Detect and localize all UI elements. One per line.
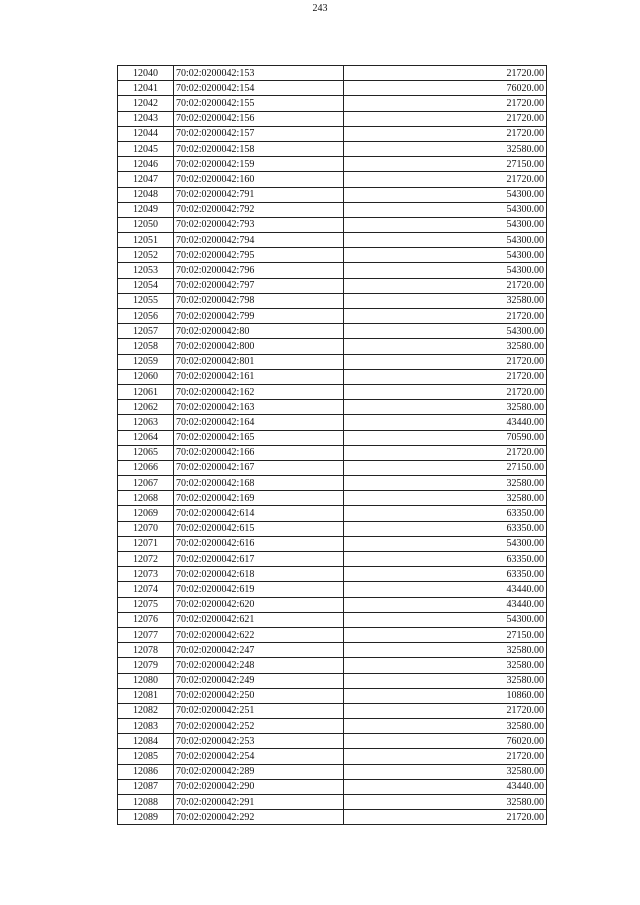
cadastral-number: 70:02:0200042:251 xyxy=(174,703,344,718)
cadastral-value: 21720.00 xyxy=(344,369,547,384)
table-row xyxy=(118,795,547,810)
table-body xyxy=(118,66,547,825)
table-row xyxy=(118,749,547,764)
table-row xyxy=(118,810,547,825)
row-index: 12052 xyxy=(118,248,174,263)
cadastral-value: 21720.00 xyxy=(344,96,547,111)
table-row xyxy=(118,157,547,172)
row-index: 12087 xyxy=(118,779,174,794)
cadastral-number: 70:02:0200042:254 xyxy=(174,749,344,764)
cadastral-number: 70:02:0200042:291 xyxy=(174,795,344,810)
cadastral-number: 70:02:0200042:158 xyxy=(174,141,344,156)
row-index: 12085 xyxy=(118,749,174,764)
row-index: 12088 xyxy=(118,795,174,810)
table-row xyxy=(118,172,547,187)
table-row xyxy=(118,612,547,627)
table-row xyxy=(118,400,547,415)
cadastral-number: 70:02:0200042:165 xyxy=(174,430,344,445)
cadastral-value: 54300.00 xyxy=(344,263,547,278)
table-row xyxy=(118,354,547,369)
row-index: 12044 xyxy=(118,126,174,141)
table-row xyxy=(118,293,547,308)
cadastral-value: 63350.00 xyxy=(344,552,547,567)
cadastral-value: 43440.00 xyxy=(344,415,547,430)
table-row xyxy=(118,491,547,506)
cadastral-number: 70:02:0200042:614 xyxy=(174,506,344,521)
row-index: 12046 xyxy=(118,157,174,172)
table-row xyxy=(118,627,547,642)
table-row xyxy=(118,111,547,126)
cadastral-number: 70:02:0200042:794 xyxy=(174,233,344,248)
table-row xyxy=(118,567,547,582)
table-row xyxy=(118,66,547,81)
cadastral-value: 32580.00 xyxy=(344,673,547,688)
table-row xyxy=(118,141,547,156)
cadastral-number: 70:02:0200042:799 xyxy=(174,309,344,324)
row-index: 12068 xyxy=(118,491,174,506)
row-index: 12060 xyxy=(118,369,174,384)
table-row xyxy=(118,552,547,567)
row-index: 12042 xyxy=(118,96,174,111)
table-row xyxy=(118,81,547,96)
row-index: 12082 xyxy=(118,703,174,718)
row-index: 12041 xyxy=(118,81,174,96)
row-index: 12089 xyxy=(118,810,174,825)
cadastral-value: 76020.00 xyxy=(344,734,547,749)
cadastral-value: 54300.00 xyxy=(344,202,547,217)
table-row xyxy=(118,703,547,718)
table-row xyxy=(118,658,547,673)
row-index: 12043 xyxy=(118,111,174,126)
row-index: 12084 xyxy=(118,734,174,749)
cadastral-number: 70:02:0200042:615 xyxy=(174,521,344,536)
table-row xyxy=(118,217,547,232)
table-row xyxy=(118,430,547,445)
cadastral-number: 70:02:0200042:159 xyxy=(174,157,344,172)
cadastral-number: 70:02:0200042:292 xyxy=(174,810,344,825)
page-number: 243 xyxy=(312,3,328,14)
cadastral-value: 21720.00 xyxy=(344,749,547,764)
cadastral-value: 27150.00 xyxy=(344,627,547,642)
row-index: 12069 xyxy=(118,506,174,521)
cadastral-number: 70:02:0200042:249 xyxy=(174,673,344,688)
cadastral-value: 27150.00 xyxy=(344,157,547,172)
cadastral-value: 32580.00 xyxy=(344,491,547,506)
row-index: 12077 xyxy=(118,627,174,642)
cadastral-value: 63350.00 xyxy=(344,521,547,536)
cadastral-value: 21720.00 xyxy=(344,354,547,369)
table-row xyxy=(118,597,547,612)
cadastral-value: 21720.00 xyxy=(344,810,547,825)
row-index: 12076 xyxy=(118,612,174,627)
row-index: 12066 xyxy=(118,460,174,475)
cadastral-value: 32580.00 xyxy=(344,719,547,734)
cadastral-number: 70:02:0200042:616 xyxy=(174,536,344,551)
row-index: 12051 xyxy=(118,233,174,248)
table-row xyxy=(118,309,547,324)
cadastral-number: 70:02:0200042:248 xyxy=(174,658,344,673)
cadastral-number: 70:02:0200042:791 xyxy=(174,187,344,202)
table-row xyxy=(118,460,547,475)
cadastral-value: 32580.00 xyxy=(344,658,547,673)
row-index: 12048 xyxy=(118,187,174,202)
cadastral-value: 70590.00 xyxy=(344,430,547,445)
row-index: 12064 xyxy=(118,430,174,445)
cadastral-value: 21720.00 xyxy=(344,126,547,141)
cadastral-number: 70:02:0200042:620 xyxy=(174,597,344,612)
cadastral-value: 54300.00 xyxy=(344,536,547,551)
cadastral-value: 43440.00 xyxy=(344,779,547,794)
table-row xyxy=(118,521,547,536)
cadastral-value: 32580.00 xyxy=(344,476,547,491)
cadastral-value: 21720.00 xyxy=(344,278,547,293)
row-index: 12083 xyxy=(118,719,174,734)
table-row xyxy=(118,263,547,278)
cadastral-number: 70:02:0200042:252 xyxy=(174,719,344,734)
cadastral-number: 70:02:0200042:792 xyxy=(174,202,344,217)
cadastral-value: 21720.00 xyxy=(344,66,547,81)
cadastral-number: 70:02:0200042:618 xyxy=(174,567,344,582)
cadastral-value: 54300.00 xyxy=(344,248,547,263)
table-row xyxy=(118,582,547,597)
row-index: 12074 xyxy=(118,582,174,597)
table-row xyxy=(118,764,547,779)
table-row xyxy=(118,384,547,399)
cadastral-value: 54300.00 xyxy=(344,187,547,202)
row-index: 12073 xyxy=(118,567,174,582)
row-index: 12079 xyxy=(118,658,174,673)
row-index: 12081 xyxy=(118,688,174,703)
table-row xyxy=(118,445,547,460)
cadastral-value: 54300.00 xyxy=(344,612,547,627)
row-index: 12040 xyxy=(118,66,174,81)
cadastral-value: 21720.00 xyxy=(344,703,547,718)
row-index: 12071 xyxy=(118,536,174,551)
table-row xyxy=(118,415,547,430)
cadastral-value: 43440.00 xyxy=(344,597,547,612)
table-row xyxy=(118,673,547,688)
table-row xyxy=(118,278,547,293)
table-row xyxy=(118,506,547,521)
cadastral-value: 32580.00 xyxy=(344,339,547,354)
cadastral-number: 70:02:0200042:801 xyxy=(174,354,344,369)
cadastral-value: 21720.00 xyxy=(344,309,547,324)
row-index: 12059 xyxy=(118,354,174,369)
cadastral-number: 70:02:0200042:162 xyxy=(174,384,344,399)
table-row xyxy=(118,248,547,263)
row-index: 12063 xyxy=(118,415,174,430)
cadastral-value: 54300.00 xyxy=(344,217,547,232)
cadastral-number: 70:02:0200042:157 xyxy=(174,126,344,141)
table-row xyxy=(118,233,547,248)
cadastral-value: 32580.00 xyxy=(344,643,547,658)
row-index: 12049 xyxy=(118,202,174,217)
cadastral-value: 54300.00 xyxy=(344,324,547,339)
cadastral-value: 27150.00 xyxy=(344,460,547,475)
cadastral-value: 32580.00 xyxy=(344,293,547,308)
cadastral-number: 70:02:0200042:290 xyxy=(174,779,344,794)
cadastral-number: 70:02:0200042:797 xyxy=(174,278,344,293)
row-index: 12058 xyxy=(118,339,174,354)
row-index: 12050 xyxy=(118,217,174,232)
cadastral-value: 21720.00 xyxy=(344,111,547,126)
cadastral-number: 70:02:0200042:289 xyxy=(174,764,344,779)
cadastral-value-table xyxy=(117,65,547,825)
table-row xyxy=(118,339,547,354)
cadastral-value: 21720.00 xyxy=(344,172,547,187)
row-index: 12054 xyxy=(118,278,174,293)
cadastral-number: 70:02:0200042:155 xyxy=(174,96,344,111)
row-index: 12045 xyxy=(118,141,174,156)
cadastral-number: 70:02:0200042:168 xyxy=(174,476,344,491)
table-row xyxy=(118,779,547,794)
row-index: 12086 xyxy=(118,764,174,779)
cadastral-number: 70:02:0200042:163 xyxy=(174,400,344,415)
row-index: 12080 xyxy=(118,673,174,688)
cadastral-number: 70:02:0200042:622 xyxy=(174,627,344,642)
row-index: 12047 xyxy=(118,172,174,187)
cadastral-value: 54300.00 xyxy=(344,233,547,248)
table-row xyxy=(118,688,547,703)
cadastral-number: 70:02:0200042:795 xyxy=(174,248,344,263)
cadastral-number: 70:02:0200042:796 xyxy=(174,263,344,278)
cadastral-number: 70:02:0200042:798 xyxy=(174,293,344,308)
row-index: 12072 xyxy=(118,552,174,567)
table-row xyxy=(118,719,547,734)
cadastral-number: 70:02:0200042:167 xyxy=(174,460,344,475)
cadastral-number: 70:02:0200042:154 xyxy=(174,81,344,96)
cadastral-number: 70:02:0200042:621 xyxy=(174,612,344,627)
cadastral-number: 70:02:0200042:617 xyxy=(174,552,344,567)
cadastral-value: 32580.00 xyxy=(344,141,547,156)
cadastral-number: 70:02:0200042:80 xyxy=(174,324,344,339)
table-row xyxy=(118,187,547,202)
table-row xyxy=(118,126,547,141)
cadastral-number: 70:02:0200042:166 xyxy=(174,445,344,460)
cadastral-value: 32580.00 xyxy=(344,795,547,810)
cadastral-number: 70:02:0200042:793 xyxy=(174,217,344,232)
row-index: 12061 xyxy=(118,384,174,399)
table-row xyxy=(118,96,547,111)
row-index: 12070 xyxy=(118,521,174,536)
cadastral-number: 70:02:0200042:247 xyxy=(174,643,344,658)
cadastral-value: 10860.00 xyxy=(344,688,547,703)
table-row xyxy=(118,202,547,217)
cadastral-number: 70:02:0200042:619 xyxy=(174,582,344,597)
cadastral-number: 70:02:0200042:250 xyxy=(174,688,344,703)
row-index: 12062 xyxy=(118,400,174,415)
cadastral-value: 76020.00 xyxy=(344,81,547,96)
table-row xyxy=(118,734,547,749)
cadastral-value: 63350.00 xyxy=(344,506,547,521)
row-index: 12078 xyxy=(118,643,174,658)
cadastral-value: 32580.00 xyxy=(344,764,547,779)
row-index: 12075 xyxy=(118,597,174,612)
row-index: 12067 xyxy=(118,476,174,491)
row-index: 12065 xyxy=(118,445,174,460)
table-row xyxy=(118,643,547,658)
cadastral-value: 43440.00 xyxy=(344,582,547,597)
table-row xyxy=(118,324,547,339)
cadastral-number: 70:02:0200042:253 xyxy=(174,734,344,749)
cadastral-value: 21720.00 xyxy=(344,384,547,399)
row-index: 12056 xyxy=(118,309,174,324)
cadastral-value: 21720.00 xyxy=(344,445,547,460)
cadastral-number: 70:02:0200042:160 xyxy=(174,172,344,187)
cadastral-number: 70:02:0200042:164 xyxy=(174,415,344,430)
cadastral-value: 63350.00 xyxy=(344,567,547,582)
row-index: 12053 xyxy=(118,263,174,278)
cadastral-number: 70:02:0200042:800 xyxy=(174,339,344,354)
cadastral-number: 70:02:0200042:161 xyxy=(174,369,344,384)
cadastral-number: 70:02:0200042:156 xyxy=(174,111,344,126)
row-index: 12055 xyxy=(118,293,174,308)
table-row xyxy=(118,476,547,491)
cadastral-number: 70:02:0200042:169 xyxy=(174,491,344,506)
table-row xyxy=(118,536,547,551)
cadastral-number: 70:02:0200042:153 xyxy=(174,66,344,81)
cadastral-value: 32580.00 xyxy=(344,400,547,415)
table-row xyxy=(118,369,547,384)
row-index: 12057 xyxy=(118,324,174,339)
